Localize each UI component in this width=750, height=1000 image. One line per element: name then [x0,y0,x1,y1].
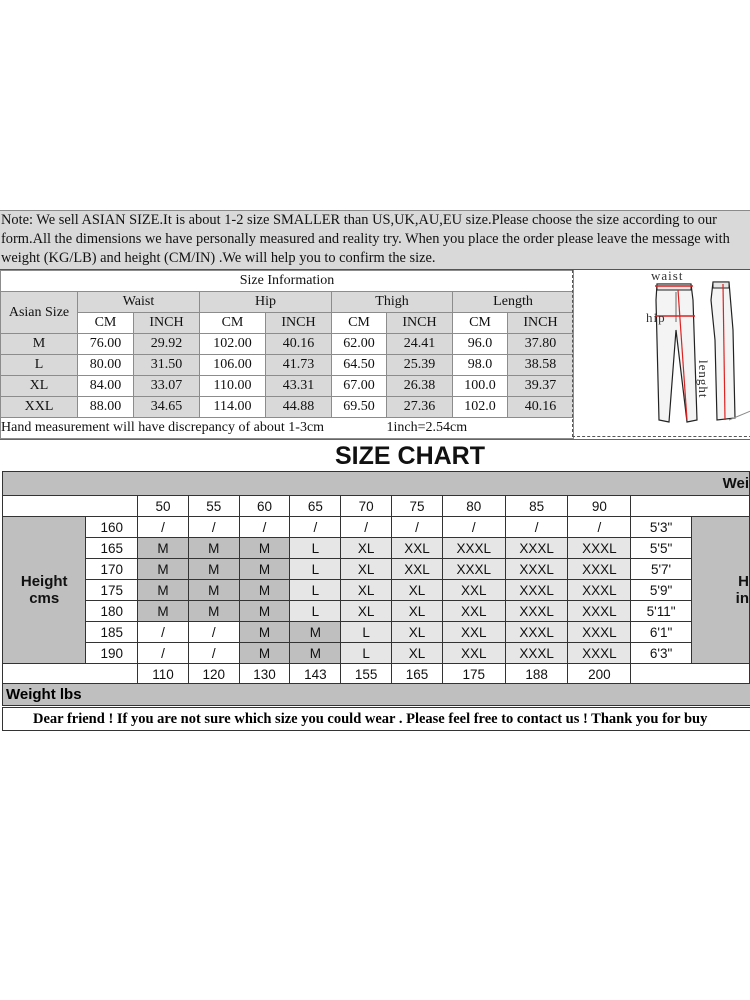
height-row [3,559,750,580]
size-cell: M [239,622,290,643]
size-cell: / [505,517,568,538]
size-cell: L [341,622,392,643]
size-cell: XXXL [505,559,568,580]
measurement-cell: 102.0 [453,397,508,418]
size-cell: / [138,643,189,664]
size-cell: / [290,517,341,538]
size-cell: M [138,559,189,580]
height-row [3,643,750,664]
size-cell: XXXL [568,559,631,580]
size-cell: XL [341,538,392,559]
size-info-row [1,334,574,355]
weight-kg-cell: 50 [138,496,189,517]
contact-footer: Dear friend ! If you are not sure which size you could wear . Please feel free to contact us ! Thank you for buy [2,707,750,731]
height-inch-header [691,517,749,664]
size-cell: / [138,622,189,643]
measurement-cell: 64.50 [332,355,387,376]
height-cm-cell: 170 [86,559,138,580]
size-cell: XXXL [568,601,631,622]
size-cell: XXXL [568,622,631,643]
measurement-cell: 84.00 [78,376,134,397]
hip-header: Hip [200,292,332,313]
weight-lbs-cell: 200 [568,664,631,685]
size-cell: XL [392,580,443,601]
size-label-cell: XL [1,376,78,397]
size-cell: M [138,538,189,559]
measurement-cell: 37.80 [508,334,574,355]
weight-lbs-cell: 165 [392,664,443,685]
measurement-cell: 40.16 [266,334,332,355]
size-cell: XL [392,643,443,664]
height-cm-cell: 165 [86,538,138,559]
size-cell: M [188,580,239,601]
blank-cell [3,664,138,685]
measurement-cell: 67.00 [332,376,387,397]
measurement-cell: 114.00 [200,397,266,418]
height-inch-cell: 5'11" [631,601,692,622]
waist-diagram-label: waist [651,268,684,283]
blank-cell [3,496,138,517]
weight-lbs-cell: 110 [138,664,189,685]
height-inch-cell: 5'5" [631,538,692,559]
size-cell: XXL [392,559,443,580]
weight-lbs-cell: 155 [341,664,392,685]
weight-kg-cell: 85 [505,496,568,517]
size-info-row [1,355,574,376]
weight-kg-cell: 70 [341,496,392,517]
measurement-cell: 33.07 [134,376,200,397]
measurement-cell: 106.00 [200,355,266,376]
height-row [3,538,750,559]
size-cell: M [239,643,290,664]
size-cell: M [290,643,341,664]
size-cell: XXXL [568,643,631,664]
size-cell: L [290,538,341,559]
size-cell: XXXL [442,538,505,559]
size-cell: XXXL [442,559,505,580]
size-info-title: Size Information [1,271,574,292]
size-cell: / [188,643,239,664]
measurement-cell: 100.0 [453,376,508,397]
size-label-cell: M [1,334,78,355]
hip-diagram-label: hip [646,310,666,325]
discrepancy-note: Hand measurement will have discrepancy of about 1-3cm [1,418,387,439]
height-row [3,601,750,622]
weight-lbs-row [3,664,750,685]
size-info-body [1,334,574,418]
size-cell: M [188,601,239,622]
size-note [0,210,750,270]
size-cell: XXL [442,580,505,601]
measurement-cell: 26.38 [387,376,453,397]
size-cell: / [239,517,290,538]
weight-lbs-cell: 188 [505,664,568,685]
height-inch-cell: 5'3" [631,517,692,538]
size-cell: XXL [392,538,443,559]
weight-band: Wei [3,472,750,496]
size-cell: M [188,559,239,580]
size-cell: L [290,601,341,622]
height-label: Height [20,573,68,590]
measurement-cell: 98.0 [453,355,508,376]
height-cm-cell: 180 [86,601,138,622]
height-inch-cell: 5'7' [631,559,692,580]
size-cell: XXXL [505,643,568,664]
measurement-cell: 34.65 [134,397,200,418]
size-cell: XXL [442,622,505,643]
size-cell: XXXL [505,538,568,559]
height-inch-cell: 6'3" [631,643,692,664]
measurement-cell: 76.00 [78,334,134,355]
measurement-cell: 24.41 [387,334,453,355]
blank-cell [631,664,750,685]
note-line-2: form.All the dimensions we have personally measured and reality try. When you place the order please leave the message with [1,231,730,247]
height-row [3,622,750,643]
weight-lbs-label: Weight lbs [2,683,750,706]
unit-cell: CM [78,313,134,334]
height-row [3,580,750,601]
height-cm-cell: 190 [86,643,138,664]
waist-header: Waist [78,292,200,313]
height-in-label: H [738,573,749,590]
size-chart-table [2,471,750,685]
weight-kg-cell: 75 [392,496,443,517]
pants-illustration [573,270,750,436]
size-cell: M [138,580,189,601]
size-cell: / [568,517,631,538]
size-cell: M [239,538,290,559]
height-inch-cell: 5'9" [631,580,692,601]
weight-kg-cell: 60 [239,496,290,517]
measurement-cell: 62.00 [332,334,387,355]
height-cm-header [3,517,86,664]
size-label-cell: L [1,355,78,376]
note-line-3: weight (KG/LB) and height (CM/IN) .We will help you to confirm the size. [1,250,436,266]
size-cell: XXL [442,643,505,664]
size-information-table [0,270,574,439]
height-cm-cell: 185 [86,622,138,643]
size-cell: M [239,559,290,580]
weight-lbs-cell: 175 [442,664,505,685]
size-cell: L [290,580,341,601]
size-cell: / [188,517,239,538]
asian-size-header: Asian Size [1,292,78,334]
size-cell: XL [392,622,443,643]
size-sheet [0,210,750,732]
measurement-cell: 38.58 [508,355,574,376]
weight-kg-row [3,496,750,517]
size-cell: XXL [442,601,505,622]
size-cell: / [442,517,505,538]
length-diagram-label: lenght [696,360,711,399]
size-chart-title: SIZE CHART [0,439,750,472]
weight-kg-cell: 90 [568,496,631,517]
weight-kg-cell: 65 [290,496,341,517]
measurement-cell: 102.00 [200,334,266,355]
unit-cell: INCH [266,313,332,334]
measurement-cell: 31.50 [134,355,200,376]
size-cell: / [138,517,189,538]
size-info-footer [1,418,574,439]
height-cm-cell: 175 [86,580,138,601]
note-line-1: Note: We sell ASIAN SIZE.It is about 1-2 size SMALLER than US,UK,AU,EU size.Please choose the size according to our [1,212,717,228]
size-cell: XXXL [568,538,631,559]
size-cell: M [188,538,239,559]
unit-cell: CM [332,313,387,334]
size-chart-body [3,517,750,664]
height-cm-cell: 160 [86,517,138,538]
length-header: Length [453,292,574,313]
unit-row [1,313,574,334]
height-row [3,517,750,538]
size-cell: L [341,643,392,664]
height-in-unit: in [735,590,749,607]
size-cell: XXXL [505,580,568,601]
measurement-cell: 41.73 [266,355,332,376]
size-cell: / [188,622,239,643]
height-inch-cell: 6'1" [631,622,692,643]
size-cell: M [290,622,341,643]
size-cell: XL [392,601,443,622]
size-cell: L [290,559,341,580]
size-cell: XL [341,559,392,580]
measurement-cell: 69.50 [332,397,387,418]
measurement-cell: 88.00 [78,397,134,418]
measurement-cell: 44.88 [266,397,332,418]
size-cell: XXXL [505,601,568,622]
size-cell: M [138,601,189,622]
size-cell: / [341,517,392,538]
unit-cell: INCH [508,313,574,334]
measurement-cell: 29.92 [134,334,200,355]
thigh-header: Thigh [332,292,453,313]
weight-kg-cell: 55 [188,496,239,517]
measurement-cell: 39.37 [508,376,574,397]
size-cell: M [239,601,290,622]
measurement-cell: 80.00 [78,355,134,376]
measurement-cell: 25.39 [387,355,453,376]
weight-lbs-cell: 120 [188,664,239,685]
size-info-row [1,397,574,418]
measurement-cell: 96.0 [453,334,508,355]
size-cell: / [392,517,443,538]
unit-cell: CM [453,313,508,334]
unit-cell: CM [200,313,266,334]
inch-conversion: 1inch=2.54cm [387,418,574,439]
weight-lbs-cell: 143 [290,664,341,685]
pants-diagram [572,270,750,437]
size-cell: XXXL [568,580,631,601]
size-info-row [1,376,574,397]
measurement-cell: 110.00 [200,376,266,397]
size-cell: XL [341,601,392,622]
unit-cell: INCH [134,313,200,334]
size-cell: XXXL [505,622,568,643]
measurement-cell: 27.36 [387,397,453,418]
size-label-cell: XXL [1,397,78,418]
blank-cell [631,496,750,517]
height-unit-cm: cms [29,590,60,607]
measurement-cell: 40.16 [508,397,574,418]
unit-cell: INCH [387,313,453,334]
weight-kg-cell: 80 [442,496,505,517]
size-cell: XL [341,580,392,601]
size-cell: M [239,580,290,601]
weight-lbs-cell: 130 [239,664,290,685]
measurement-cell: 43.31 [266,376,332,397]
